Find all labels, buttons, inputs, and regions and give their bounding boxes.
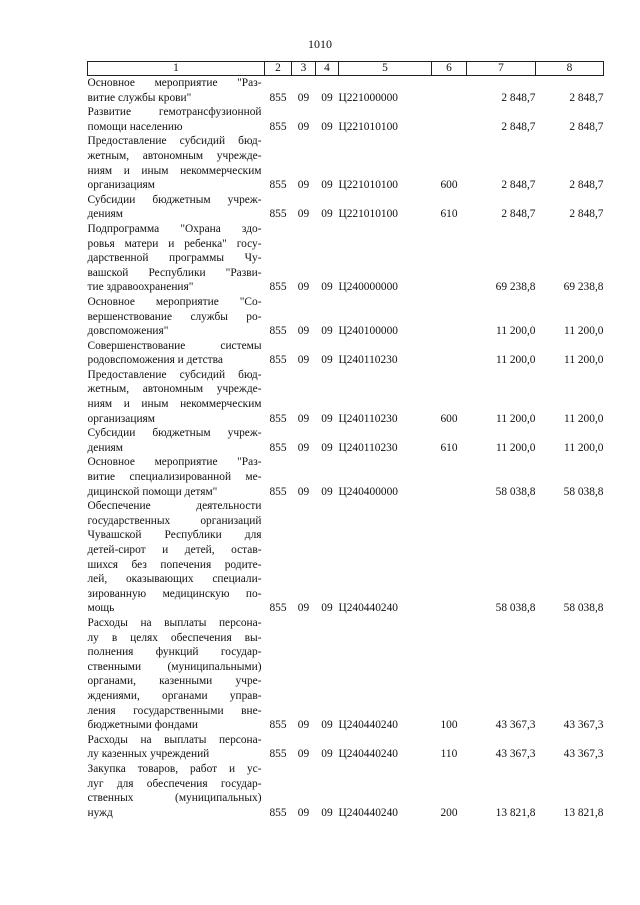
cell-amount-8: 43 367,3 (563, 719, 604, 732)
cell-cs: Ц221010100 (338, 179, 398, 192)
name-line: организациям (87, 412, 156, 425)
cell-cs: Ц221010100 (338, 208, 398, 221)
cell-gr: 855 (269, 179, 287, 192)
cell-cs: Ц240400000 (338, 485, 398, 498)
table-row (88, 295, 604, 339)
cell-gr: 855 (269, 120, 287, 133)
cell-vr (432, 222, 467, 295)
header-col-6: 6 (432, 62, 467, 76)
name-line: Закупка товаров, работ и ус- (87, 762, 262, 775)
name-line: луг для обеспечения государ- (87, 777, 262, 790)
cell-name (88, 339, 265, 368)
cell-amount-7: 43 367,3 (495, 748, 536, 761)
cell-amount-8: 69 238,8 (563, 281, 604, 294)
table-row (88, 426, 604, 455)
cell-amount-7: 69 238,8 (495, 281, 536, 294)
cell-cs: Ц221000000 (338, 91, 398, 104)
name-line: Расходы на выплаты персона- (87, 733, 262, 746)
cell-amount-7: 58 038,8 (495, 485, 536, 498)
cell-pr: 09 (321, 325, 333, 338)
cell-name (88, 455, 265, 499)
cell-cs: Ц240440240 (338, 602, 398, 615)
cell-rz: 09 (297, 179, 310, 192)
cell-vr: 200 (440, 806, 458, 819)
cell-vr (432, 499, 467, 616)
header-col-2: 2 (265, 62, 292, 76)
name-line: Совершенствование системы (87, 339, 262, 352)
name-line: организациям (87, 179, 156, 192)
name-line: ровья матери и ребенка" госу- (87, 237, 262, 250)
table-row (88, 222, 604, 295)
cell-amount-7: 58 038,8 (495, 602, 536, 615)
table-row (88, 762, 604, 820)
cell-amount-7: 2 848,7 (501, 208, 536, 221)
cell-vr (432, 76, 467, 106)
cell-rz: 09 (297, 325, 310, 338)
cell-cs: Ц240440240 (338, 748, 398, 761)
name-line: Основное мероприятие "Со- (87, 295, 262, 308)
cell-vr: 610 (440, 208, 458, 221)
cell-rz: 09 (297, 208, 310, 221)
cell-amount-8: 11 200,0 (564, 412, 604, 425)
name-line: ления государственными вне- (87, 704, 262, 717)
name-line: детей-сирот и детей, остав- (87, 544, 262, 556)
cell-name (88, 134, 265, 192)
name-line: довспоможения" (87, 325, 169, 338)
cell-vr (432, 295, 467, 339)
cell-vr (432, 339, 467, 368)
table-row (88, 499, 604, 616)
name-line: ственными (муниципальными) (87, 660, 262, 673)
name-line: лу в целях обеспечения вы- (87, 631, 262, 644)
cell-pr: 09 (321, 179, 333, 192)
cell-amount-8: 11 200,0 (564, 441, 604, 454)
cell-amount-7: 2 848,7 (501, 120, 536, 133)
cell-pr: 09 (321, 748, 333, 761)
cell-gr: 855 (269, 412, 287, 425)
cell-amount-8: 2 848,7 (569, 91, 604, 104)
cell-cs: Ц240000000 (338, 281, 398, 294)
name-line: Предоставление субсидий бюд- (87, 135, 262, 148)
cell-vr (432, 105, 467, 134)
cell-gr: 855 (269, 325, 287, 338)
name-line: нужд (87, 806, 113, 819)
cell-rz: 09 (297, 719, 310, 732)
cell-gr: 855 (269, 91, 287, 104)
name-line: мощь (87, 602, 115, 615)
cell-name (88, 426, 265, 455)
cell-amount-8: 2 848,7 (569, 179, 604, 192)
page-number: 1010 (308, 37, 332, 51)
name-line: Основное мероприятие "Раз- (87, 456, 262, 469)
cell-name (88, 368, 265, 426)
table-row (88, 455, 604, 499)
cell-name (88, 733, 265, 762)
cell-amount-8: 11 200,0 (564, 354, 604, 367)
table-row (88, 193, 604, 222)
table-row (88, 616, 604, 733)
cell-rz: 09 (297, 485, 310, 498)
cell-amount-7: 43 367,3 (495, 719, 536, 732)
cell-amount-7: 11 200,0 (496, 325, 536, 338)
name-line: витие специализированной ме- (87, 471, 262, 484)
name-line: Обеспечение деятельности (87, 500, 262, 513)
cell-pr: 09 (321, 208, 333, 221)
cell-gr: 855 (269, 354, 287, 367)
name-line: лей, оказывающих специали- (87, 573, 262, 586)
cell-cs: Ц240110230 (338, 354, 398, 367)
cell-pr: 09 (321, 485, 333, 498)
cell-gr: 855 (269, 281, 287, 294)
name-line: государственных организаций (87, 514, 262, 527)
name-line: Подпрограмма "Охрана здо- (87, 222, 262, 235)
name-line: родовспоможения и детства (87, 354, 223, 367)
name-line: тие здравоохранения" (87, 281, 194, 294)
name-line: ждениями, органами управ- (87, 689, 262, 702)
cell-gr: 855 (269, 748, 287, 761)
name-line: бюджетными фондами (87, 719, 199, 732)
cell-name (88, 105, 265, 134)
cell-gr: 855 (269, 441, 287, 454)
table-row (88, 339, 604, 368)
header-col-8: 8 (536, 62, 604, 76)
name-line: ственных (муниципальных) (87, 792, 262, 805)
name-line: дениям (87, 441, 123, 454)
name-line: Развитие гемотрансфузионной (87, 106, 262, 119)
cell-pr: 09 (321, 441, 333, 454)
table-row (88, 134, 604, 192)
table-body (88, 76, 604, 821)
name-line: дениям (87, 208, 123, 221)
cell-amount-7: 11 200,0 (496, 354, 536, 367)
cell-gr: 855 (269, 806, 287, 819)
header-col-7: 7 (467, 62, 536, 76)
cell-rz: 09 (297, 602, 310, 615)
cell-rz: 09 (297, 748, 310, 761)
budget-table (87, 61, 604, 820)
cell-amount-8: 11 200,0 (564, 325, 604, 338)
cell-rz: 09 (297, 120, 310, 133)
cell-vr: 600 (440, 412, 458, 425)
name-line: Основное мероприятие "Раз- (87, 77, 262, 89)
cell-amount-8: 58 038,8 (563, 485, 604, 498)
cell-cs: Ц221010100 (338, 120, 398, 133)
table-row (88, 76, 604, 106)
name-line: Предоставление субсидий бюд- (87, 368, 262, 381)
cell-amount-7: 11 200,0 (496, 412, 536, 425)
name-line: шихся без попечения родите- (87, 558, 262, 571)
name-line: помощи населению (87, 120, 183, 133)
cell-rz: 09 (297, 441, 310, 454)
cell-gr: 855 (269, 719, 287, 732)
cell-pr: 09 (321, 354, 333, 367)
cell-vr: 610 (440, 441, 458, 454)
cell-amount-8: 2 848,7 (569, 208, 604, 221)
cell-pr: 09 (321, 806, 333, 819)
cell-name (88, 295, 265, 339)
cell-cs: Ц240110230 (338, 441, 398, 454)
cell-vr (432, 455, 467, 499)
cell-vr: 600 (440, 179, 458, 192)
cell-gr: 855 (269, 602, 287, 615)
cell-gr: 855 (269, 208, 287, 221)
table-header-row (88, 62, 604, 76)
name-line: зированную медицинскую по- (87, 587, 262, 600)
cell-name (88, 616, 265, 733)
cell-pr: 09 (321, 281, 333, 294)
cell-rz: 09 (297, 281, 310, 294)
cell-rz: 09 (297, 806, 310, 819)
cell-cs: Ц240110230 (338, 412, 398, 425)
name-line: вершенствование службы ро- (87, 310, 262, 323)
cell-amount-7: 11 200,0 (496, 441, 536, 454)
cell-amount-7: 13 821,8 (495, 806, 536, 819)
cell-gr: 855 (269, 485, 287, 498)
name-line: дицинской помощи детям" (87, 485, 218, 498)
cell-amount-8: 13 821,8 (563, 806, 604, 819)
cell-amount-7: 2 848,7 (501, 91, 536, 104)
cell-pr: 09 (321, 602, 333, 615)
cell-pr: 09 (321, 412, 333, 425)
cell-name (88, 762, 265, 820)
cell-pr: 09 (321, 719, 333, 732)
cell-cs: Ц240100000 (338, 325, 398, 338)
header-col-3: 3 (292, 62, 316, 76)
cell-name (88, 193, 265, 222)
cell-pr: 09 (321, 91, 333, 104)
name-line: витие службы крови" (87, 91, 192, 104)
cell-cs: Ц240440240 (338, 719, 398, 732)
cell-pr: 09 (321, 120, 333, 133)
cell-vr: 100 (440, 719, 458, 732)
header-col-1: 1 (88, 62, 265, 76)
header-col-5: 5 (339, 62, 432, 76)
name-line: лу казенных учреждений (87, 748, 210, 761)
cell-cs: Ц240440240 (338, 806, 398, 819)
name-line: полнения функций государ- (87, 646, 262, 659)
name-line: дарственной программы Чу- (87, 252, 262, 265)
name-line: ниям и иным некоммерческим (87, 398, 262, 411)
name-line: Расходы на выплаты персона- (87, 616, 262, 629)
cell-amount-8: 2 848,7 (569, 120, 604, 133)
name-line: вашской Республики "Разви- (87, 266, 262, 279)
cell-name (88, 499, 265, 616)
cell-name (88, 76, 265, 106)
cell-amount-7: 2 848,7 (501, 179, 536, 192)
table-row (88, 105, 604, 134)
header-col-4: 4 (316, 62, 339, 76)
table-row (88, 368, 604, 426)
name-line: Чувашской Республики для (87, 529, 262, 542)
name-line: Субсидии бюджетным учреж- (87, 193, 262, 206)
name-line: органами, казенными учре- (87, 675, 262, 688)
name-line: Субсидии бюджетным учреж- (87, 427, 262, 440)
cell-rz: 09 (297, 91, 310, 104)
table-row (88, 733, 604, 762)
name-line: жетным, автономным учрежде- (87, 383, 262, 396)
cell-amount-8: 43 367,3 (563, 748, 604, 761)
cell-rz: 09 (297, 412, 310, 425)
cell-name (88, 222, 265, 295)
name-line: ниям и иным некоммерческим (87, 164, 262, 177)
cell-vr: 110 (440, 748, 458, 761)
name-line: жетным, автономным учрежде- (87, 149, 262, 162)
cell-amount-8: 58 038,8 (563, 602, 604, 615)
cell-rz: 09 (297, 354, 310, 367)
